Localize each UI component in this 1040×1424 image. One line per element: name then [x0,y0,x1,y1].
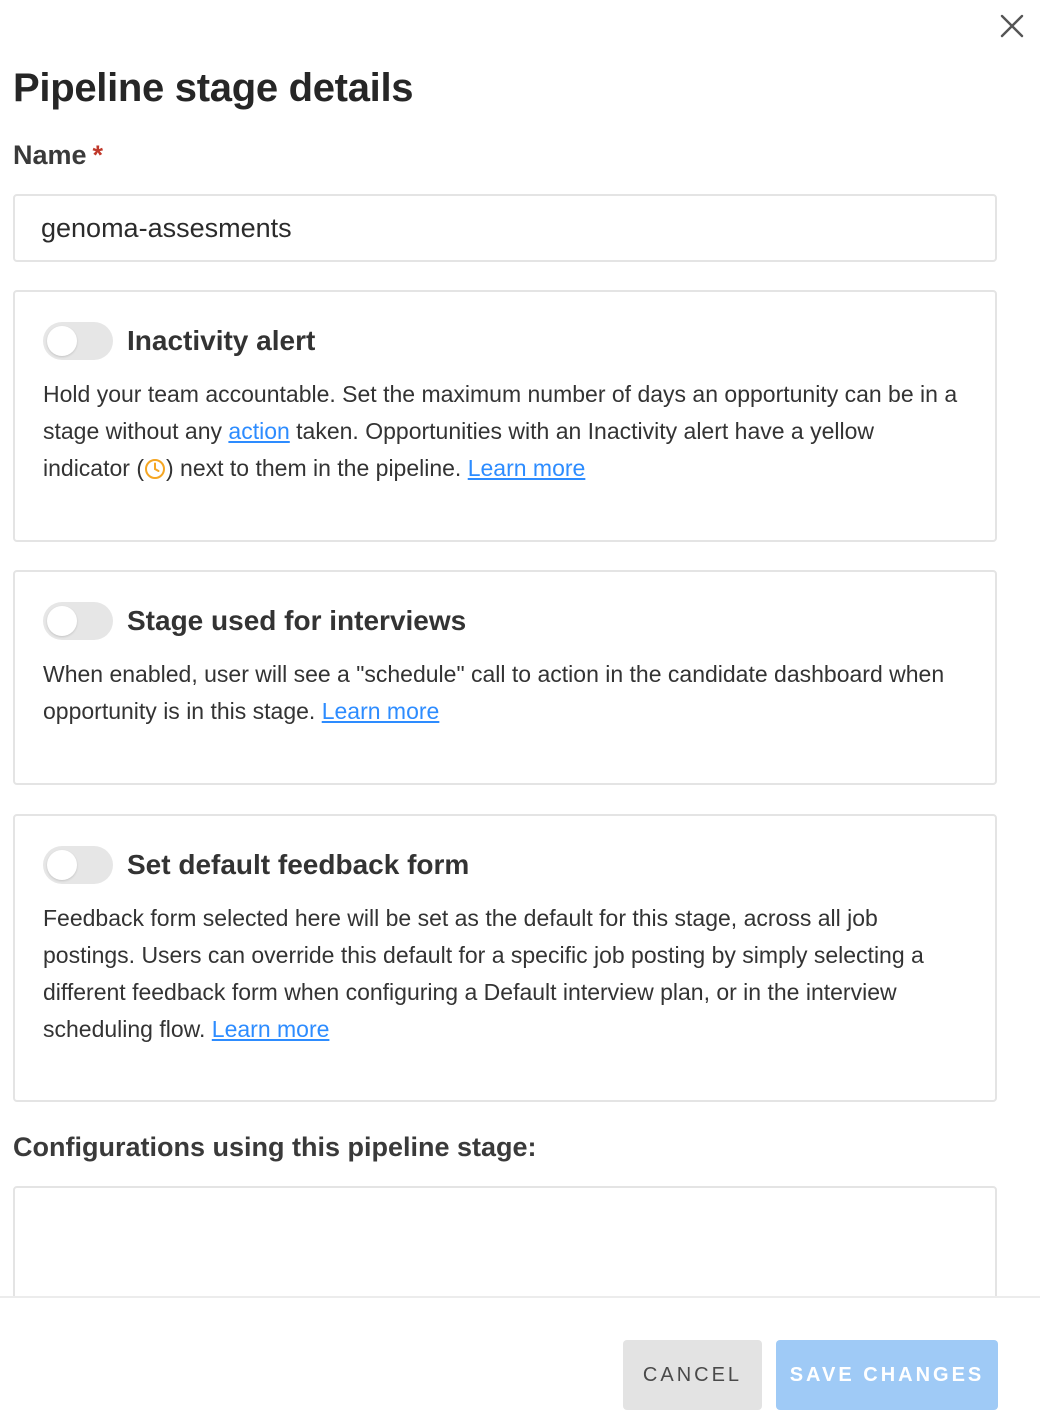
clock-icon [144,458,166,480]
modal-title: Pipeline stage details [13,66,414,110]
name-input[interactable] [13,194,997,262]
cancel-button[interactable]: CANCEL [623,1340,762,1410]
inactivity-alert-card [13,290,997,542]
interviews-desc-text: When enabled, user will see a "schedule" call to action in the candidate dashboard when opportunity is in this stage. [43,661,945,724]
feedback-form-card [13,814,997,1102]
close-button[interactable] [994,8,1030,44]
toggle-knob [47,326,77,356]
inactivity-alert-title: Inactivity alert [127,325,316,356]
feedback-form-header [43,846,469,884]
save-changes-button[interactable]: SAVE CHANGES [776,1340,998,1410]
inactivity-desc-part1: Hold your team accountable. Set the maximum number of days an opportunity can be in a stage without any [43,381,958,444]
inactivity-alert-toggle[interactable] [43,322,113,360]
name-label-text: Name [13,140,87,170]
inactivity-alert-description [43,376,965,487]
action-link[interactable]: action [228,418,290,444]
modal-footer [0,1296,1040,1424]
configurations-list [13,1186,997,1296]
feedback-form-toggle[interactable] [43,846,113,884]
interviews-learn-more-link[interactable]: Learn more [321,698,440,724]
toggle-knob [47,850,77,880]
inactivity-learn-more-link[interactable]: Learn more [467,455,586,481]
required-marker: * [92,140,104,170]
feedback-desc-text: Feedback form selected here will be set as the default for this stage, across all job postings. Users can override this default for a specific job posting by simply selecting a different feedback form when configuring a Default interview plan, or in the interview scheduling flow. [43,905,924,1042]
toggle-knob [47,606,77,636]
feedback-form-title: Set default feedback form [127,849,470,880]
configurations-label: Configurations using this pipeline stage: [13,1132,537,1162]
inactivity-alert-header [43,322,315,360]
feedback-form-description [43,900,965,1048]
inactivity-desc-part2: taken. Opportunities with an Inactivity alert have a yellow indicator ( [43,418,875,481]
interviews-description [43,656,965,730]
feedback-learn-more-link[interactable]: Learn more [211,1016,330,1042]
interviews-header [43,602,466,640]
inactivity-desc-part3: ) next to them in the pipeline. [165,455,468,481]
interviews-toggle[interactable] [43,602,113,640]
name-label [13,140,103,171]
close-icon [998,12,1026,40]
interviews-title: Stage used for interviews [127,605,467,636]
interviews-card [13,570,997,785]
